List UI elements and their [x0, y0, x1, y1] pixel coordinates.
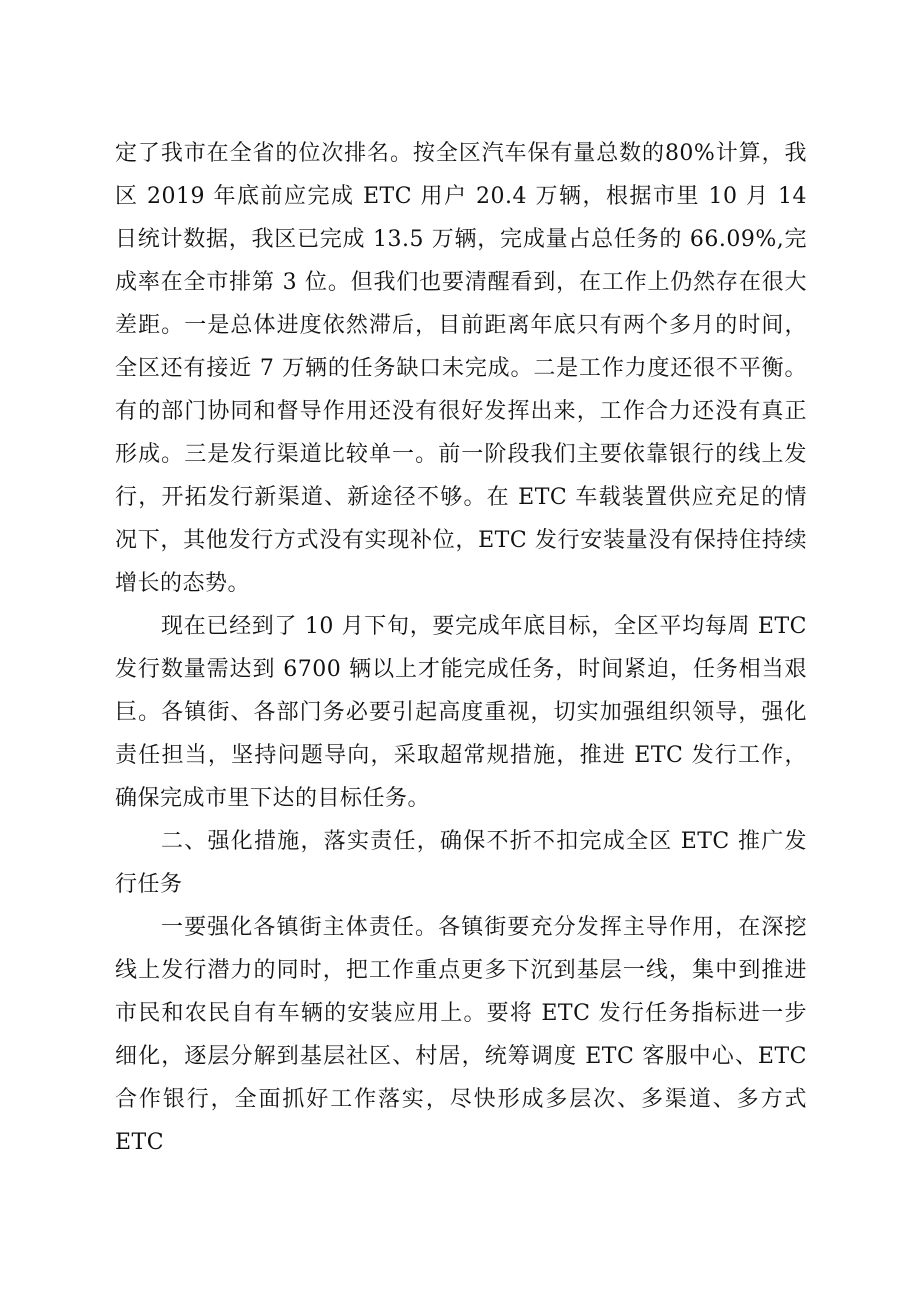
paragraph-2: 现在已经到了 10 月下旬，要完成年底目标，全区平均每周 ETC 发行数量需达到 6700 辆以上才能完成任务，时间紧迫，任务相当艰巨。各镇街、各部门务必要引起高度重视，切实加强组织领导，强化责任担当，坚持问题导向，采取超常规措施，推进 ETC 发行工作，确保完成市里下达的目标任务。 — [115, 614, 807, 811]
section-heading: 二、强化措施，落实责任，确保不折不扣完成全区 ETC 推广发行任务 — [115, 829, 807, 897]
paragraph-3: 一要强化各镇街主体责任。各镇街要充分发挥主导作用，在深挖线上发行潜力的同时，把工作重点更多下沉到基层一线，集中到推进市民和农民自有车辆的安装应用上。要将 ETC 发行任务指标进一步细化，逐层分解到基层社区、村居，统筹调度 ETC 客服中心、ETC 合作银行，全面抓好工作落实，尽快形成多层次、多渠道、多方式 ETC — [115, 915, 807, 1155]
document-page — [115, 132, 807, 1164]
paragraph-1: 定了我市在全省的位次排名。按全区汽车保有量总数的80%计算，我区 2019 年底前应完成 ETC 用户 20.4 万辆，根据市里 10 月 14 日统计数据，我区已完成 13.5 万辆，完成量占总任务的 66.09%,完成率在全市排第 3 位。但我们也要清醒看到，在工作上仍然存在很大差距。一是总体进度依然滞后，目前距离年底只有两个多月的时间，全区还有接近 7 万辆的任务缺口未完成。二是工作力度还很不平衡。有的部门协同和督导作用还没有很好发挥出来，工作合力还没有真正形成。三是发行渠道比较单一。前一阶段我们主要依靠银行的线上发行，开拓发行新渠道、新途径不够。在 ETC 车载装置供应充足的情况下，其他发行方式没有实现补位，ETC 发行安装量没有保持住持续增长的态势。 — [115, 141, 807, 596]
